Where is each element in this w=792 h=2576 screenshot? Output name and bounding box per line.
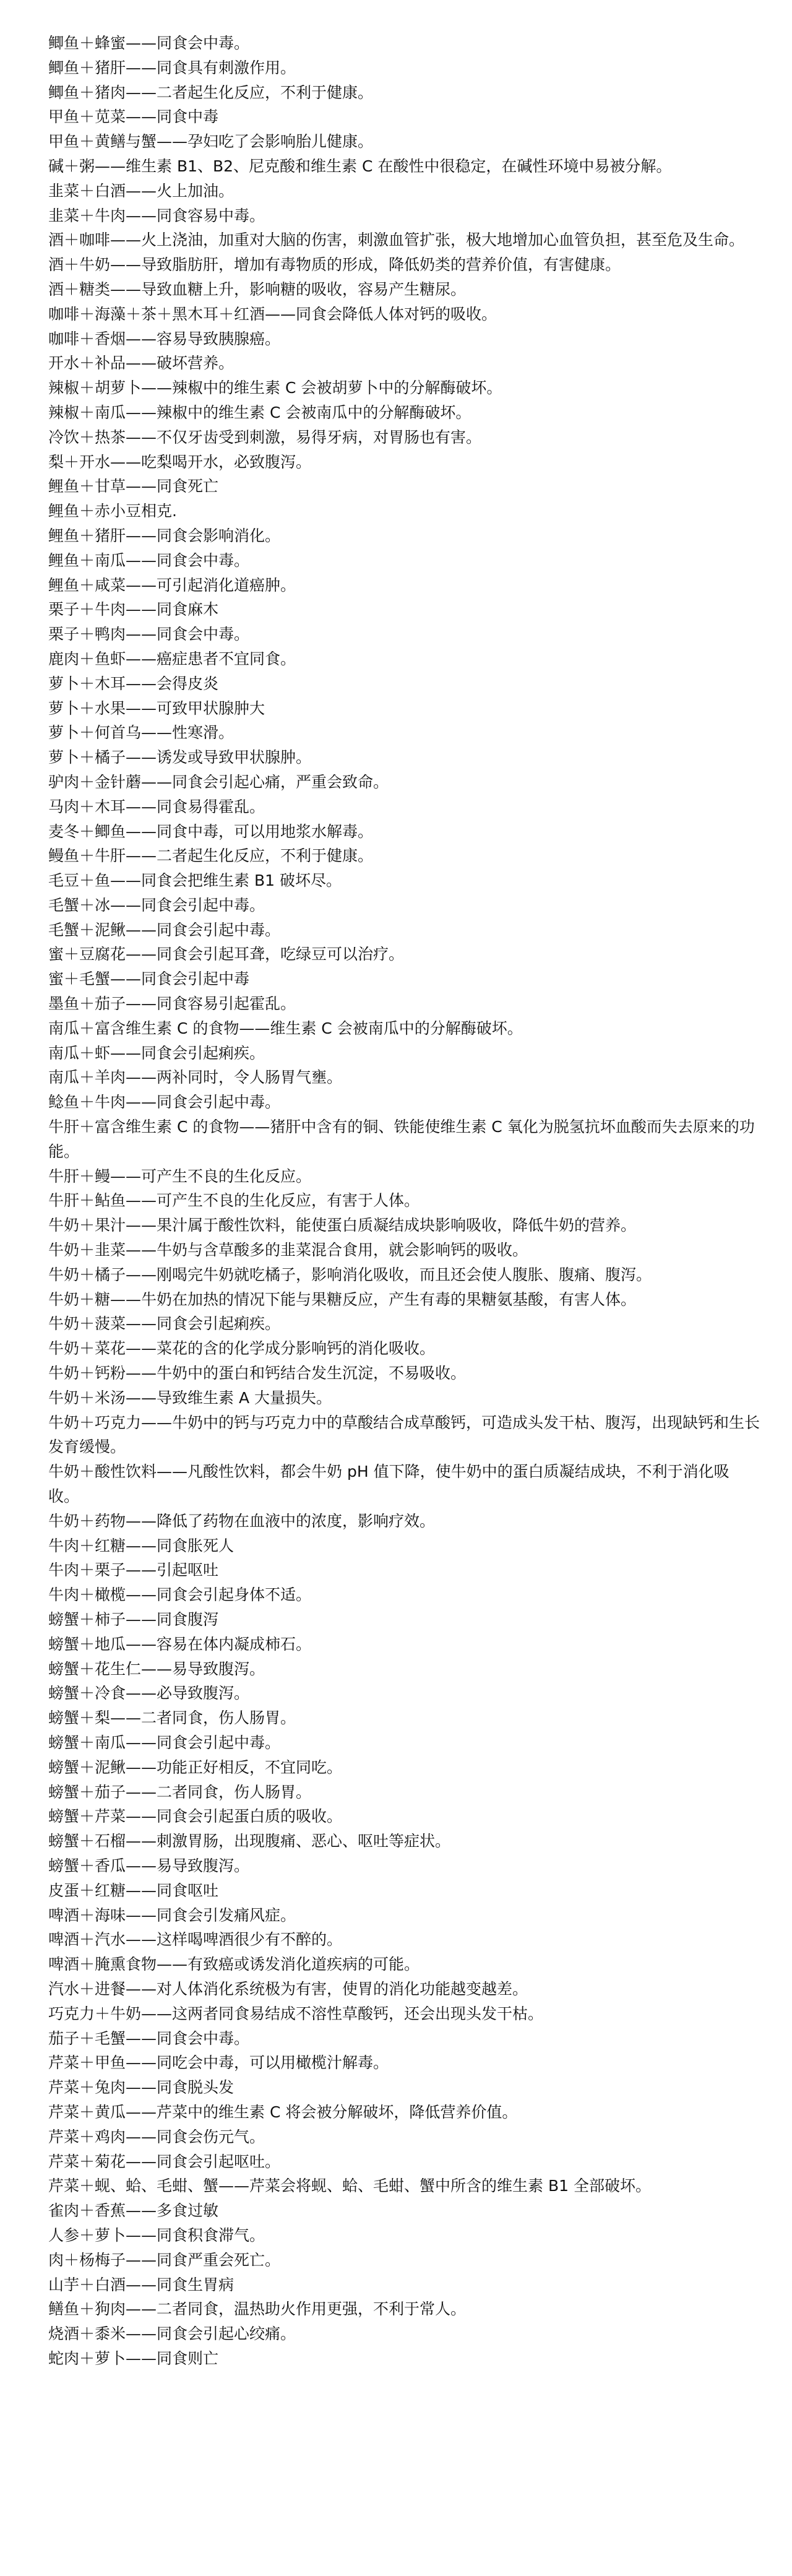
text-line: 鲤鱼＋赤小豆相克. xyxy=(48,502,177,521)
text-line: 栗子＋鸭肉——同食会中毒。 xyxy=(48,625,250,644)
text-line: 咖啡＋海藻＋茶＋黑木耳＋红酒——同食会降低人体对钙的吸收。 xyxy=(48,305,497,323)
text-line: 甲鱼＋黄鳝与蟹——孕妇吃了会影响胎儿健康。 xyxy=(48,132,374,151)
text-line: 牛奶＋米汤——导致维生素 A 大量损失。 xyxy=(48,1388,332,1407)
text-line: 鲤鱼＋甘草——同食死亡 xyxy=(48,477,219,496)
text-line: 栗子＋牛肉——同食麻木 xyxy=(48,600,219,619)
text-line: 毛豆＋鱼——同食会把维生素 B1 破坏尽。 xyxy=(48,871,342,890)
text-line: 驴肉＋金针蘑——同食会引起心痛，严重会致命。 xyxy=(48,772,389,791)
text-line: 烧酒＋黍米——同食会引起心绞痛。 xyxy=(48,2325,296,2343)
text-line: 牛肝＋富含维生素 C 的食物——猪肝中含有的铜、铁能使维生素 C 氧化为脱氢抗坏血酸而失去原来的功能。 xyxy=(48,1118,755,1160)
text-line: 牛奶＋钙粉——牛奶中的蛋白和钙结合发生沉淀，不易吸收。 xyxy=(48,1364,467,1383)
text-line: 芹菜＋黄瓜——芹菜中的维生素 C 将会被分解破坏，降低营养价值。 xyxy=(48,2103,518,2121)
text-line: 鹿肉＋鱼虾——癌症患者不宜同食。 xyxy=(48,649,296,668)
text-line: 螃蟹＋石榴——刺激胃肠，出现腹痛、恶心、呕吐等症状。 xyxy=(48,1832,451,1851)
text-line: 巧克力＋牛奶——这两者同食易结成不溶性草酸钙，还会出现头发干枯。 xyxy=(48,2004,544,2023)
text-line: 啤酒＋汽水——这样喝啤酒很少有不醉的。 xyxy=(48,1930,343,1949)
text-line: 汽水＋进餐——对人体消化系统极为有害，使胃的消化功能越变越差。 xyxy=(48,1979,528,1998)
text-line: 萝卜＋橘子——诱发或导致甲状腺肿。 xyxy=(48,748,312,767)
text-line: 鲤鱼＋南瓜——同食会中毒。 xyxy=(48,551,250,569)
text-line: 鲤鱼＋咸菜——可引起消化道癌肿。 xyxy=(48,576,296,594)
text-line: 蛇肉＋萝卜——同食则亡 xyxy=(48,2349,219,2367)
text-line: 芹菜＋兔肉——同食脱头发 xyxy=(48,2078,235,2097)
text-line: 萝卜＋木耳——会得皮炎 xyxy=(48,674,219,693)
text-line: 牛奶＋糖——牛奶在加热的情况下能与果糖反应，产生有毒的果糖氨基酸，有害人体。 xyxy=(48,1290,637,1308)
text-line: 马肉＋木耳——同食易得霍乱。 xyxy=(48,797,265,816)
text-line: 螃蟹＋花生仁——易导致腹泻。 xyxy=(48,1659,265,1678)
text-line: 开水＋补品——破坏营养。 xyxy=(48,354,235,373)
text-line: 鲶鱼＋牛肉——同食会引起中毒。 xyxy=(48,1093,281,1112)
text-line: 皮蛋＋红糖——同食呕吐 xyxy=(48,1881,219,1900)
text-line: 螃蟹＋泥鳅——功能正好相反，不宜同吃。 xyxy=(48,1758,343,1776)
text-line: 牛奶＋橘子——刚喝完牛奶就吃橘子，影响消化吸收，而且还会使人腹胀、腹痛、腹泻。 xyxy=(48,1265,652,1284)
text-line: 韭菜＋牛肉——同食容易中毒。 xyxy=(48,206,265,225)
text-line: 牛肉＋红糖——同食胀死人 xyxy=(48,1536,235,1555)
text-line: 螃蟹＋地瓜——容易在体内凝成柿石。 xyxy=(48,1635,312,1653)
document-body xyxy=(48,31,760,2371)
text-line: 冷饮＋热茶——不仅牙齿受到刺激，易得牙病，对胃肠也有害。 xyxy=(48,428,482,446)
text-line: 牛肉＋栗子——引起呕吐 xyxy=(48,1561,219,1580)
text-line: 雀肉＋香蕉——多食过敏 xyxy=(48,2202,219,2220)
text-line: 螃蟹＋茄子——二者同食，伤人肠胃。 xyxy=(48,1783,312,1801)
text-line: 牛奶＋果汁——果汁属于酸性饮料，能使蛋白质凝结成块影响吸收，降低牛奶的营养。 xyxy=(48,1216,637,1235)
text-line: 辣椒＋胡萝卜——辣椒中的维生素 C 会被胡萝卜中的分解酶破坏。 xyxy=(48,379,502,397)
text-line: 酒＋咖啡——火上浇油，加重对大脑的伤害，刺激血管扩张，极大地增加心血管负担，甚至危及生命。 xyxy=(48,231,745,249)
text-line: 牛奶＋酸性饮料——凡酸性饮料，都会牛奶 pH 值下降，使牛奶中的蛋白质凝结成块，不利于消化吸收。 xyxy=(48,1463,730,1506)
text-line: 牛奶＋韭菜——牛奶与含草酸多的韭菜混合食用，就会影响钙的吸收。 xyxy=(48,1241,528,1260)
text-line: 啤酒＋腌熏食物——有致癌或诱发消化道疾病的可能。 xyxy=(48,1955,420,1974)
text-line: 鲫鱼＋猪肉——二者起生化反应，不利于健康。 xyxy=(48,83,374,102)
text-line: 螃蟹＋香瓜——易导致腹泻。 xyxy=(48,1856,250,1875)
text-line: 萝卜＋水果——可致甲状腺肿大 xyxy=(48,699,265,717)
text-line: 酒＋糖类——导致血糖上升，影响糖的吸收，容易产生糖尿。 xyxy=(48,280,467,298)
text-line: 咖啡＋香烟——容易导致胰腺癌。 xyxy=(48,329,281,348)
text-line: 芹菜＋甲鱼——同吃会中毒，可以用橄榄汁解毒。 xyxy=(48,2054,389,2072)
text-line: 萝卜＋何首乌——性寒滑。 xyxy=(48,724,235,742)
text-line: 鲫鱼＋猪肝——同食具有刺激作用。 xyxy=(48,58,296,77)
text-line: 韭菜＋白酒——火上加油。 xyxy=(48,181,235,200)
text-line: 牛肝＋鲇鱼——可产生不良的生化反应，有害于人体。 xyxy=(48,1191,420,1210)
text-line: 牛奶＋菠菜——同食会引起痢疾。 xyxy=(48,1315,281,1333)
text-line: 鳝鱼＋狗肉——二者同食，温热助火作用更强，不利于常人。 xyxy=(48,2300,467,2319)
text-line: 螃蟹＋柿子——同食腹泻 xyxy=(48,1610,219,1628)
text-line: 鲤鱼＋猪肝——同食会影响消化。 xyxy=(48,526,281,545)
text-line: 蜜＋豆腐花——同食会引起耳聋，吃绿豆可以治疗。 xyxy=(48,945,405,964)
text-line: 牛肝＋鳗——可产生不良的生化反应。 xyxy=(48,1167,312,1185)
text-line: 肉＋杨梅子——同食严重会死亡。 xyxy=(48,2250,281,2269)
text-line: 螃蟹＋梨——二者同食，伤人肠胃。 xyxy=(48,1709,296,1727)
text-line: 酒＋牛奶——导致脂肪肝，增加有毒物质的形成，降低奶类的营养价值，有害健康。 xyxy=(48,256,621,274)
text-line: 南瓜＋虾——同食会引起痢疾。 xyxy=(48,1044,265,1062)
text-line: 毛蟹＋冰——同食会引起中毒。 xyxy=(48,896,265,914)
text-line: 麦冬＋鲫鱼——同食中毒，可以用地浆水解毒。 xyxy=(48,822,374,841)
text-line: 牛肉＋橄榄——同食会引起身体不适。 xyxy=(48,1586,312,1604)
text-line: 螃蟹＋南瓜——同食会引起中毒。 xyxy=(48,1733,281,1752)
text-line: 人参＋萝卜——同食积食滞气。 xyxy=(48,2226,265,2244)
text-line: 鳗鱼＋牛肝——二者起生化反应，不利于健康。 xyxy=(48,847,374,865)
text-line: 牛奶＋菜花——菜花的含的化学成分影响钙的消化吸收。 xyxy=(48,1339,436,1358)
text-line: 芹菜＋菊花——同食会引起呕吐。 xyxy=(48,2152,281,2171)
text-line: 甲鱼＋苋菜——同食中毒 xyxy=(48,108,219,126)
text-line: 芹菜＋蚬、蛤、毛蚶、蟹——芹菜会将蚬、蛤、毛蚶、蟹中所含的维生素 B1 全部破坏。 xyxy=(48,2177,651,2195)
text-line: 蜜＋毛蟹——同食会引起中毒 xyxy=(48,970,250,988)
text-line: 南瓜＋富含维生素 C 的食物——维生素 C 会被南瓜中的分解酶破坏。 xyxy=(48,1019,523,1037)
text-line: 螃蟹＋冷食——必导致腹泻。 xyxy=(48,1684,250,1703)
text-line: 啤酒＋海味——同食会引发痛风症。 xyxy=(48,1906,296,1924)
text-line: 螃蟹＋芹菜——同食会引起蛋白质的吸收。 xyxy=(48,1807,343,1826)
text-line: 鲫鱼＋蜂蜜——同食会中毒。 xyxy=(48,34,250,52)
text-line: 墨鱼＋茄子——同食容易引起霍乱。 xyxy=(48,995,296,1013)
text-line: 牛奶＋巧克力——牛奶中的钙与巧克力中的草酸结合成草酸钙，可造成头发干枯、腹泻，出现缺钙和生长发育缓慢。 xyxy=(48,1413,760,1456)
text-line: 梨＋开水——吃梨喝开水，必致腹泻。 xyxy=(48,452,312,471)
text-line: 芹菜＋鸡肉——同食会伤元气。 xyxy=(48,2127,265,2146)
text-line: 毛蟹＋泥鳅——同食会引起中毒。 xyxy=(48,920,281,939)
text-line: 碱＋粥——维生素 B1、B2、尼克酸和维生素 C 在酸性中很稳定，在碱性环境中易被分解。 xyxy=(48,157,672,175)
text-line: 辣椒＋南瓜——辣椒中的维生素 C 会被南瓜中的分解酶破坏。 xyxy=(48,403,471,421)
text-line: 茄子＋毛蟹——同食会中毒。 xyxy=(48,2029,250,2047)
text-line: 南瓜＋羊肉——两补同时，令人肠胃气壅。 xyxy=(48,1068,343,1087)
text-line: 牛奶＋药物——降低了药物在血液中的浓度，影响疗效。 xyxy=(48,1511,436,1530)
text-line: 山芋＋白酒——同食生胃病 xyxy=(48,2275,235,2294)
